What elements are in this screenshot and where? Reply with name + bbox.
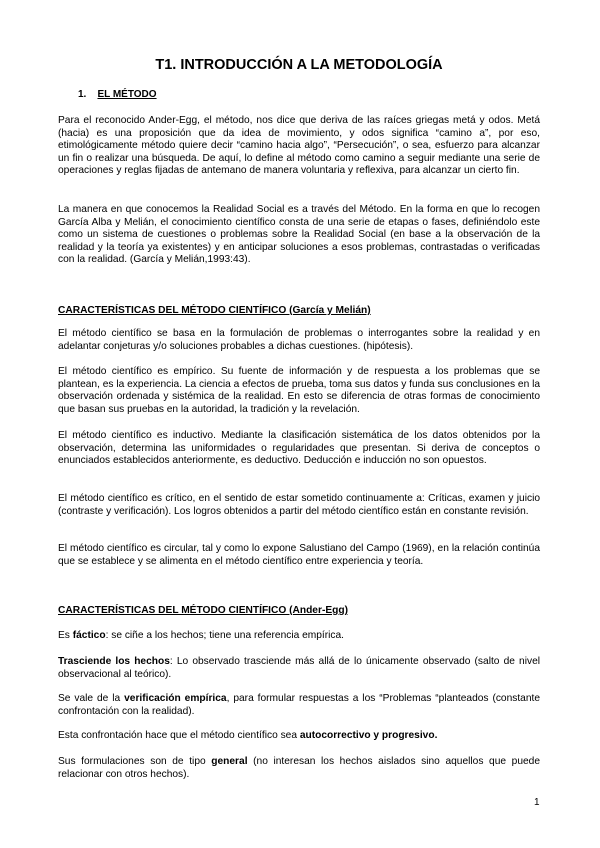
garcia-paragraph-1: El método científico se basa en la formulación de problemas o interrogantes sobre la realidad y en adelantar conjeturas y/o soluciones probables a dichas cuestiones. (hipótesis). bbox=[58, 328, 540, 352]
ander-paragraph-5: Sus formulaciones son de tipo general (no interesan los hechos aislados sino aquellos que puede relacionar con otros hechos). bbox=[58, 756, 540, 780]
section-heading-ander-egg: CARACTERÍSTICAS DEL MÉTODO CIENTÍFICO (Ander-Egg) bbox=[58, 605, 348, 616]
garcia-paragraph-3: El método científico es inductivo. Mediante la clasificación sistemática de los datos obtenidos por la observación, determina las uniformidades o regularidades que presentan. Si deriva de conceptos o enunciados establecidos anteriormente, es deductivo. Deducción e inducción no son opuestos. bbox=[58, 430, 540, 467]
section-heading-garcia-melian: CARACTERÍSTICAS DEL MÉTODO CIENTÍFICO (García y Melián) bbox=[58, 305, 371, 316]
intro-paragraph-1: Para el reconocido Ander-Egg, el método, nos dice que deriva de las raíces griegas metá y odos. Metá (hacia) es una proposición que da idea de movimiento, y odos significa “camino a”, por eso, etimológicamente método quiere decir “camino hacia algo”, “Persecución”, o sea, esfuerzo para alcanzar un fin o realizar una búsqueda. De aquí, lo define al método como camino a seguir mediante una serie de operaciones y reglas fijadas de antemano de manera voluntaria y reflexiva, para alcanzar un cierto fin. bbox=[58, 115, 540, 177]
ander-paragraph-4: Esta confrontación hace que el método científico sea autocorrectivo y progresivo. bbox=[58, 730, 438, 741]
ander-paragraph-1: Es fáctico: se ciñe a los hechos; tiene una referencia empírica. bbox=[58, 630, 344, 641]
garcia-paragraph-2: El método científico es empírico. Su fuente de información y de respuesta a los problemas que se plantean, es la experiencia. La ciencia a efectos de prueba, toma sus datos y funda sus conclusiones en la observación ordenada y sistémica de la realidad. En esto se diferencia de otras formas de conocimiento que basan sus pruebas en la autoridad, la tradición y la revelación. bbox=[58, 366, 540, 415]
ander-paragraph-3: Se vale de la verificación empírica, para formular respuestas a los “Problemas “planteados (constante confrontación con la realidad). bbox=[58, 693, 541, 717]
intro-paragraph-2: La manera en que conocemos la Realidad Social es a través del Método. En la forma en que lo recogen García Alba y Melián, el conocimiento científico consta de una serie de etapas o fases, definiéndolo este como un sistema de cuestiones o problemas sobre la Realidad Social (en base a la observación de la realidad y la teoría ya existentes) y en anticipar soluciones a esos problemas, contrastadas o verificadas con la realidad. (García y Melián,1993:43). bbox=[58, 204, 540, 266]
section-label: EL MÉTODO bbox=[97, 89, 157, 100]
ander-paragraph-2: Trasciende los hechos: Lo observado trasciende más allá de lo únicamente observado (salto de nivel observacional al teórico). bbox=[58, 656, 541, 680]
garcia-paragraph-5: El método científico es circular, tal y como lo expone Salustiano del Campo (1969), en la relación continúa que se establece y se alimenta en el método científico entre experiencia y teoría. bbox=[58, 543, 540, 567]
garcia-paragraph-4: El método científico es crítico, en el sentido de estar sometido continuamente a: Críticas, examen y juicio (contraste y verificación). Los logros obtenidos a partir del método científico están en constante revisión. bbox=[58, 493, 540, 517]
section-number: 1. bbox=[78, 89, 87, 100]
document-title: T1. INTRODUCCIÓN A LA METODOLOGÍA bbox=[155, 57, 443, 73]
section-heading-metodo bbox=[78, 89, 157, 100]
page-number: 1 bbox=[534, 797, 540, 808]
